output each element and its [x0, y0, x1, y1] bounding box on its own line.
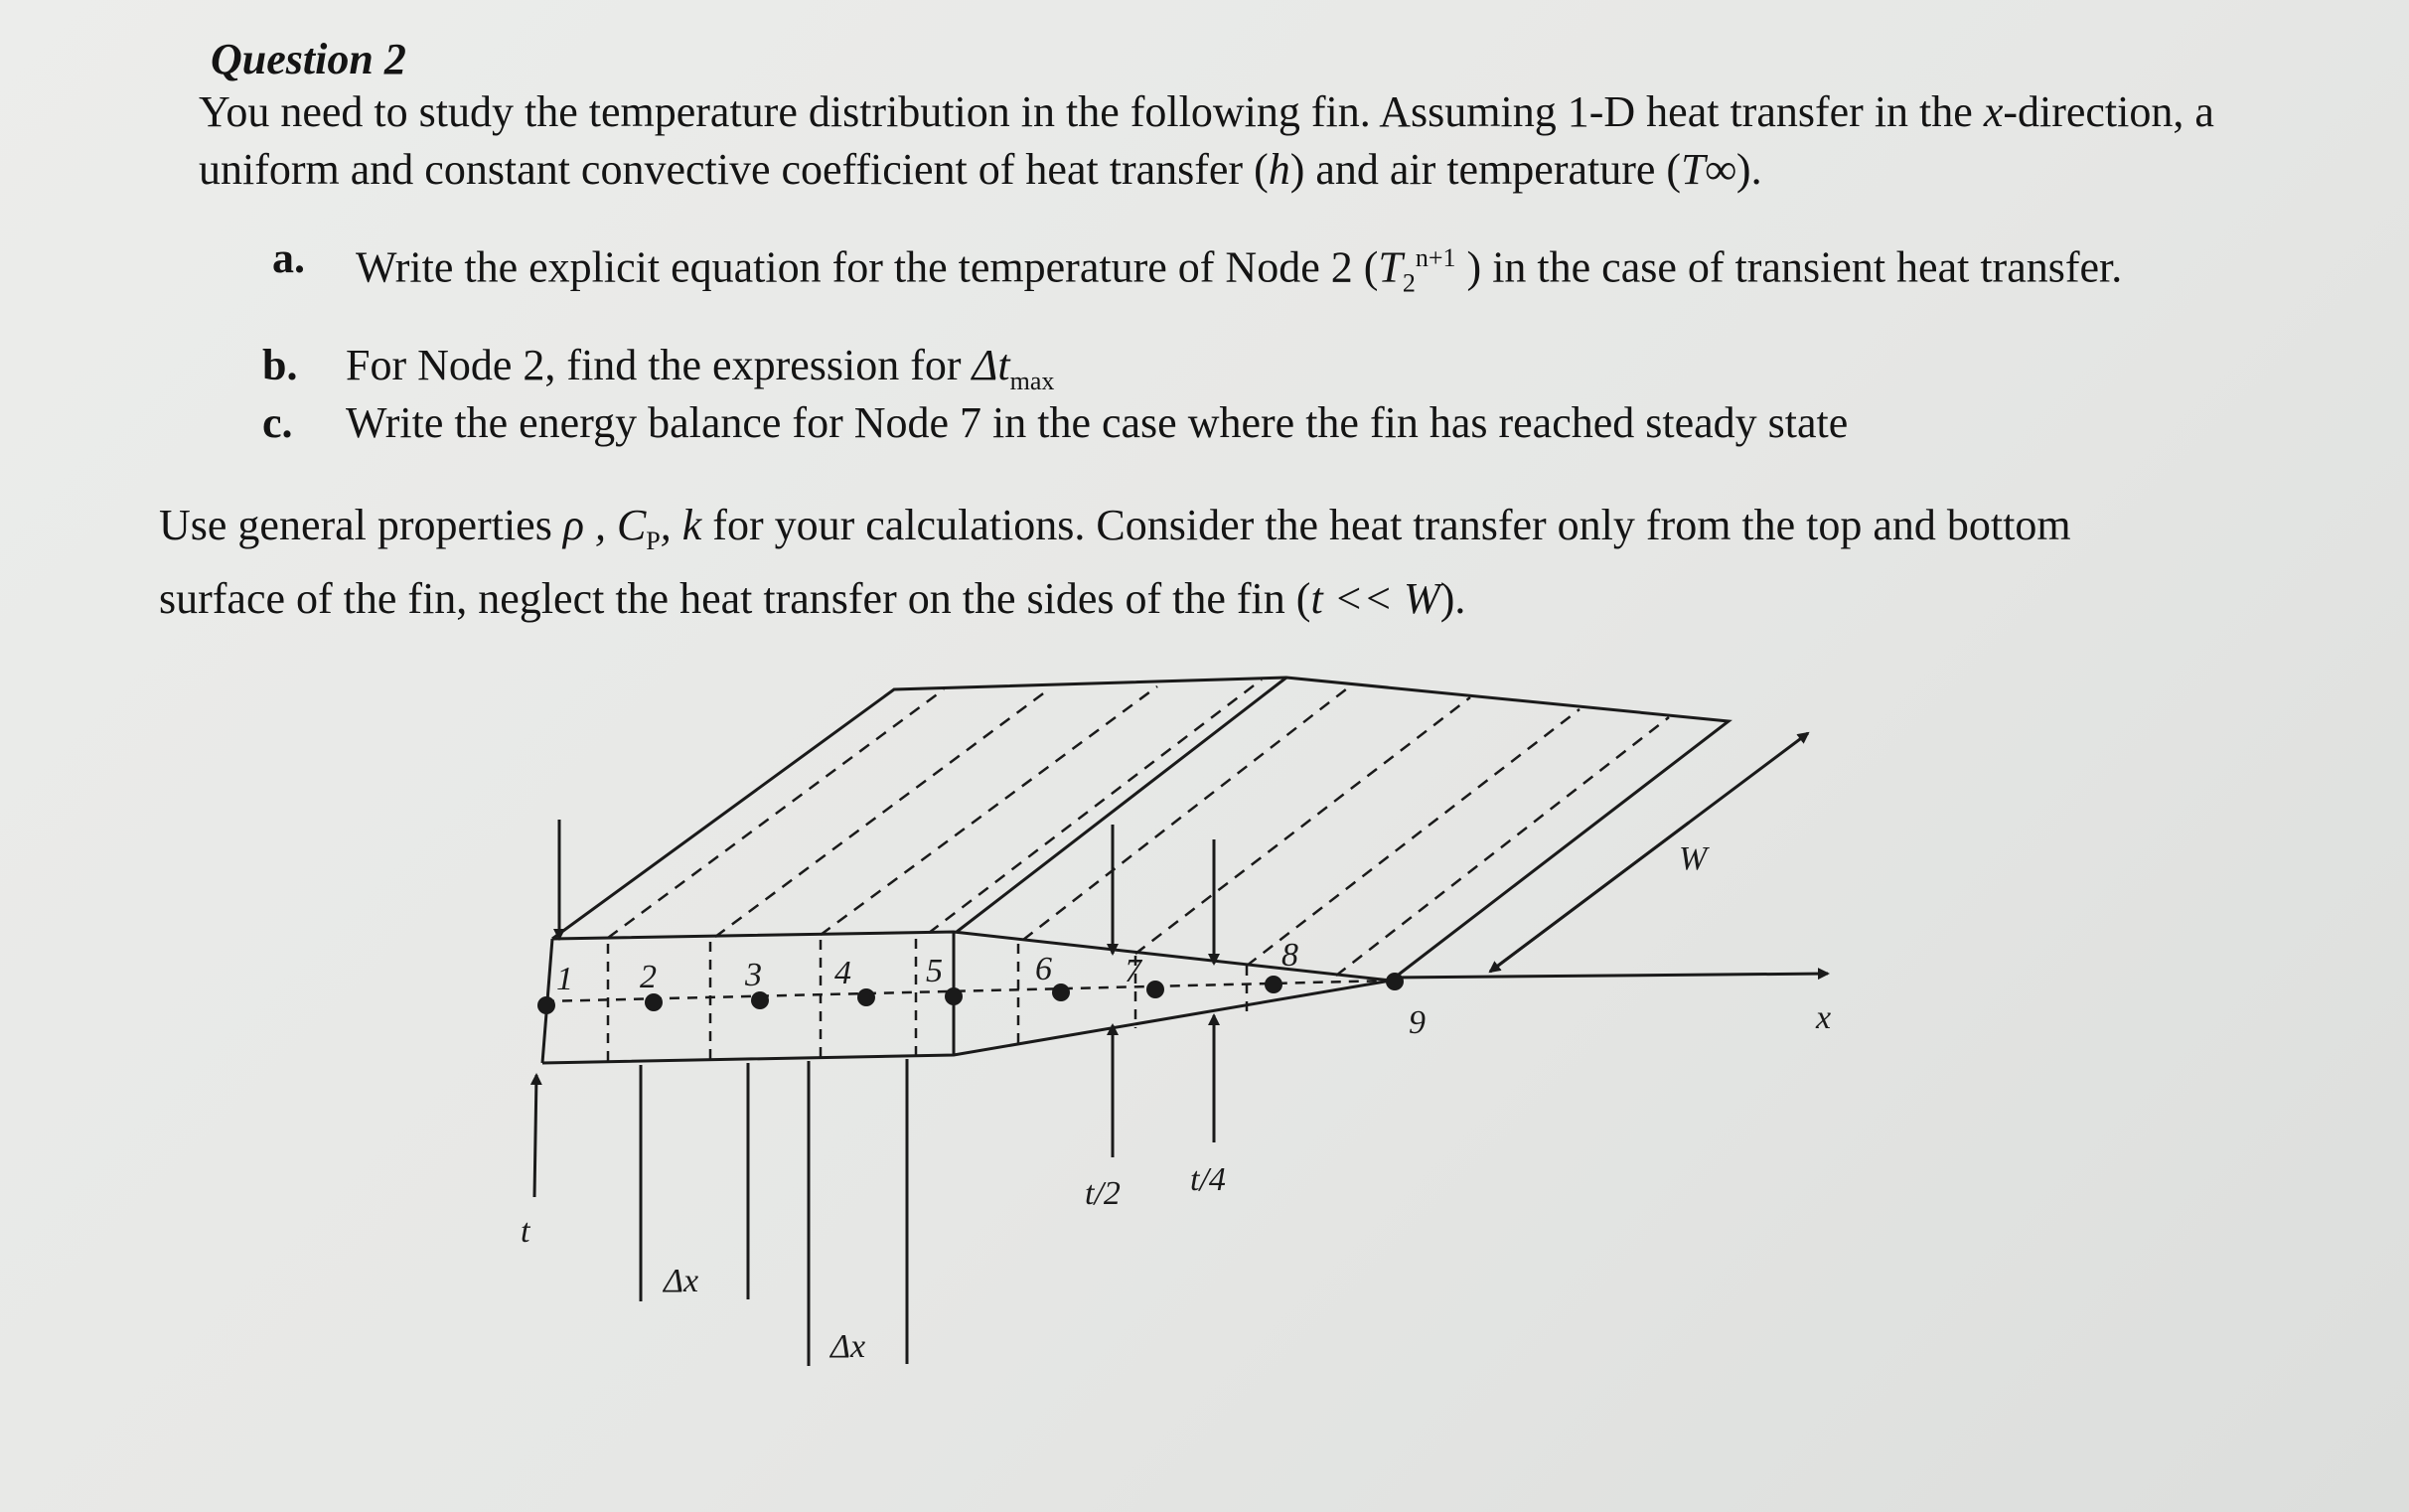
item-c-label: c.	[262, 398, 293, 447]
note-k: , k	[660, 501, 702, 549]
node-dot-5	[945, 987, 963, 1005]
item-a-var: T	[1378, 242, 1403, 292]
x-axis-arrow	[1391, 974, 1828, 978]
item-b-var: Δt	[972, 341, 1010, 389]
node-dot-7	[1146, 981, 1164, 998]
node-dot-4	[857, 988, 875, 1006]
top-dashed-lines	[608, 680, 1669, 976]
node-dot-3	[751, 991, 769, 1009]
item-b-text-1: For Node 2, find the expression for	[346, 341, 973, 389]
node-dot-2	[645, 993, 663, 1011]
item-a-label: a.	[272, 233, 305, 282]
note-condition: t << W	[1310, 573, 1440, 623]
intro-text-3: ) and air temperature (	[1289, 145, 1682, 194]
axis-x-label: x	[1816, 999, 1832, 1036]
item-a-sub: 2	[1402, 268, 1416, 298]
note-text-1: Use general properties	[159, 501, 563, 549]
node-label-5: 5	[926, 953, 943, 989]
dim-w-label: W	[1679, 840, 1708, 877]
dim-dx	[641, 1059, 907, 1366]
note-props: ρ , C	[562, 501, 647, 549]
node-label-6: 6	[1035, 951, 1052, 987]
intro-text-1: You need to study the temperature distribution in the following fin. Assuming 1-D heat transfer in the	[199, 87, 1984, 136]
item-b-sub: max	[1009, 366, 1055, 395]
intro-tinf-var: T∞	[1681, 145, 1736, 194]
node-dot-9	[1386, 973, 1404, 990]
node-dot-6	[1052, 983, 1070, 1001]
item-a-sup: n+1	[1415, 243, 1456, 272]
question-title: Question 2	[211, 35, 406, 83]
item-b-label: b.	[262, 341, 298, 389]
node-label-8: 8	[1281, 937, 1298, 974]
dim-dx-label-1: Δx	[664, 1263, 699, 1299]
dim-t4-label: t/4	[1190, 1161, 1226, 1198]
w-arrow-down	[1490, 823, 1689, 972]
node-dots	[537, 973, 1404, 1014]
intro-text-2: -direction, a uniform and constant convective coefficient of heat transfer (	[199, 87, 2214, 194]
centerline	[544, 981, 1391, 1001]
node-dot-1	[537, 996, 555, 1014]
node-dot-8	[1265, 976, 1282, 993]
item-a-text-1: Write the explicit equation for the temperature of Node 2 (	[356, 242, 1379, 292]
node-label-3: 3	[745, 957, 762, 993]
fin-outline	[542, 678, 1729, 1063]
intro-h-var: h	[1268, 145, 1290, 194]
dim-t-label: t	[521, 1213, 530, 1250]
note-text-2: for your calculations. Consider the heat transfer only from the top and bottom surface of the fin, neglect the heat transfer on the sides of the fin (	[159, 501, 2071, 623]
dim-dx-label-2: Δx	[830, 1328, 866, 1365]
intro-text-4: ).	[1735, 145, 1762, 194]
note-text-3: ).	[1439, 573, 1466, 623]
node-label-7: 7	[1125, 953, 1141, 989]
node-label-4: 4	[834, 955, 851, 991]
node-label-1: 1	[556, 961, 573, 997]
dim-t2-label: t/2	[1085, 1175, 1121, 1212]
node-label-2: 2	[640, 959, 657, 995]
node-label-9: 9	[1409, 1004, 1426, 1041]
item-c-text: Write the energy balance for Node 7 in the case where the fin has reached steady state	[346, 398, 1849, 447]
intro-x-var: x	[1983, 87, 2004, 136]
note-props-sub: P	[646, 526, 661, 555]
item-a-text-2: ) in the case of transient heat transfer.	[1455, 242, 2123, 292]
